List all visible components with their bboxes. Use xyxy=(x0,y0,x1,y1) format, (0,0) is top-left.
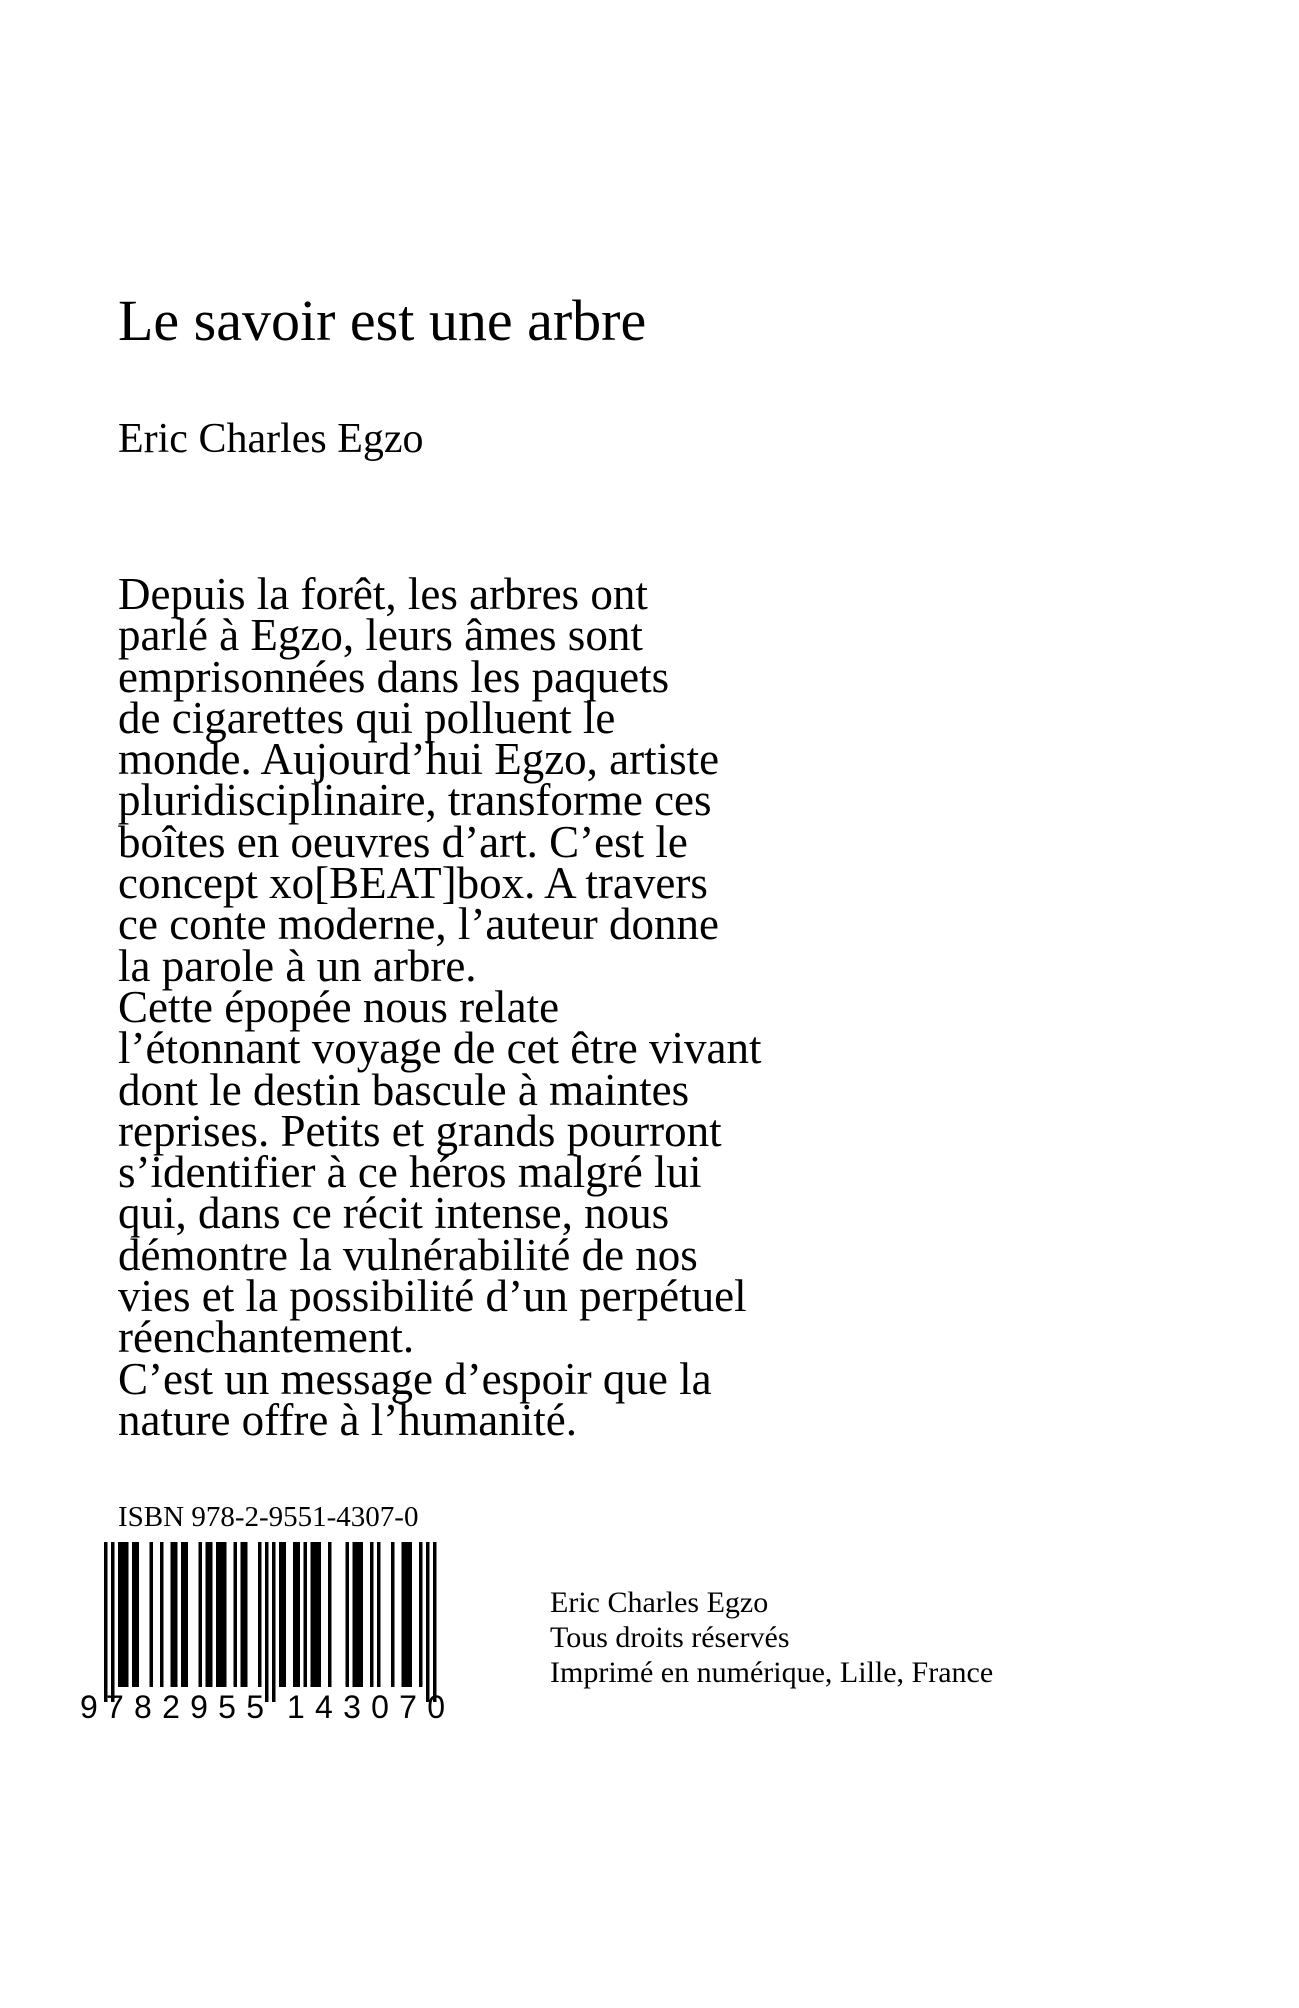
barcode-bar xyxy=(353,1542,357,1687)
barcode-bar xyxy=(405,1542,409,1687)
barcode-bar xyxy=(160,1542,164,1687)
barcode-bar xyxy=(171,1542,175,1687)
barcode-bar xyxy=(328,1542,332,1687)
blurb-line: s’identifier à ce héros malgré lui xyxy=(118,1147,702,1198)
barcode-bar xyxy=(297,1542,301,1687)
blurb-line: nature offre à l’humanité. xyxy=(118,1394,577,1445)
barcode-bar xyxy=(150,1542,154,1687)
blurb-line: parlé à Egzo, leurs âmes sont xyxy=(118,610,643,661)
barcode-bar xyxy=(283,1542,287,1687)
barcode-bar xyxy=(209,1542,213,1687)
barcode-bar xyxy=(216,1542,220,1687)
barcode-guard-bar xyxy=(111,1542,115,1702)
blurb-line: monde. Aujourd’hui Egzo, artiste xyxy=(118,734,720,785)
barcode-bar xyxy=(206,1542,210,1687)
barcode-bar xyxy=(174,1542,178,1687)
blurb-line: Cette épopée nous relate xyxy=(118,981,560,1032)
barcode-guard-bar xyxy=(265,1542,269,1702)
imprint-line: Tous droits réservés xyxy=(550,1621,790,1654)
barcode-digits xyxy=(80,1689,445,1722)
barcode-bar xyxy=(279,1542,283,1687)
barcode-graphic xyxy=(78,1540,488,1722)
barcode-bar xyxy=(314,1542,318,1687)
barcode-bar xyxy=(125,1542,129,1687)
isbn-barcode xyxy=(78,1540,488,1722)
barcode-bar xyxy=(391,1542,395,1687)
barcode-bar xyxy=(360,1542,364,1687)
barcode-bar xyxy=(293,1542,297,1687)
barcode-guard-bar xyxy=(433,1542,437,1702)
barcode-lead-digit: 9 xyxy=(80,1689,98,1722)
barcode-guard-bar xyxy=(272,1542,276,1702)
barcode-bar xyxy=(318,1542,322,1687)
blurb-line: qui, dans ce récit intense, nous xyxy=(118,1188,670,1239)
blurb-line: emprisonnées dans les paquets xyxy=(118,651,670,702)
blurb-line: dont le destin bascule à maintes xyxy=(118,1064,690,1115)
barcode-bar xyxy=(370,1542,374,1687)
barcode-guard-bar xyxy=(104,1542,108,1702)
barcode-bar xyxy=(402,1542,406,1687)
barcode-bars xyxy=(104,1542,437,1702)
barcode-bar xyxy=(258,1542,262,1687)
imprint-notice xyxy=(550,1585,993,1690)
book-title: Le savoir est une arbre xyxy=(118,288,647,353)
blurb-line: réenchantement. xyxy=(118,1312,415,1363)
barcode-bar xyxy=(346,1542,350,1687)
imprint-line: Eric Charles Egzo xyxy=(550,1586,769,1619)
barcode-bar xyxy=(118,1542,122,1687)
barcode-bar xyxy=(241,1542,245,1687)
barcode-bar xyxy=(409,1542,413,1687)
back-cover-blurb xyxy=(118,569,1018,1445)
blurb-line: de cigarettes qui polluent le xyxy=(118,692,616,743)
barcode-bar xyxy=(136,1542,140,1687)
isbn-label: ISBN 978-2-9551-4307-0 xyxy=(118,1501,419,1533)
blurb-line: vies et la possibilité d’un perpétuel xyxy=(118,1271,747,1322)
blurb-line: ce conte moderne, l’auteur donne xyxy=(118,899,719,950)
imprint-line: Imprimé en numérique, Lille, France xyxy=(550,1656,994,1689)
barcode-bar xyxy=(181,1542,185,1687)
blurb-line: reprises. Petits et grands pourront xyxy=(118,1105,722,1156)
barcode-bar xyxy=(244,1542,248,1687)
blurb-line: boîtes en oeuvres d’art. C’est le xyxy=(118,816,688,867)
barcode-bar xyxy=(304,1542,308,1687)
barcode-bar xyxy=(311,1542,315,1687)
barcode-bar xyxy=(223,1542,227,1687)
blurb-line: Depuis la forêt, les arbres ont xyxy=(118,569,648,619)
barcode-left-digits: 782955 xyxy=(106,1689,264,1722)
blurb-line: pluridisciplinaire, transforme ces xyxy=(118,775,712,826)
barcode-bar xyxy=(185,1542,189,1687)
barcode-bar xyxy=(122,1542,126,1687)
barcode-bar xyxy=(220,1542,224,1687)
blurb-line: l’étonnant voyage de cet être vivant xyxy=(118,1023,762,1074)
blurb-line: concept xo[BEAT]box. A travers xyxy=(118,858,708,909)
blurb-line: la parole à un arbre. xyxy=(118,940,477,991)
barcode-bar xyxy=(419,1542,423,1687)
barcode-bar xyxy=(132,1542,136,1687)
barcode-right-digits: 143070 xyxy=(287,1689,445,1722)
barcode-bar xyxy=(377,1542,381,1687)
barcode-bar xyxy=(234,1542,238,1687)
barcode-bar xyxy=(356,1542,360,1687)
barcode-bar xyxy=(199,1542,203,1687)
blurb-line: C’est un message d’espoir que la xyxy=(118,1353,712,1404)
barcode-guard-bar xyxy=(426,1542,430,1702)
blurb-line: démontre la vulnérabilité de nos xyxy=(118,1229,698,1280)
book-author: Eric Charles Egzo xyxy=(118,416,424,462)
